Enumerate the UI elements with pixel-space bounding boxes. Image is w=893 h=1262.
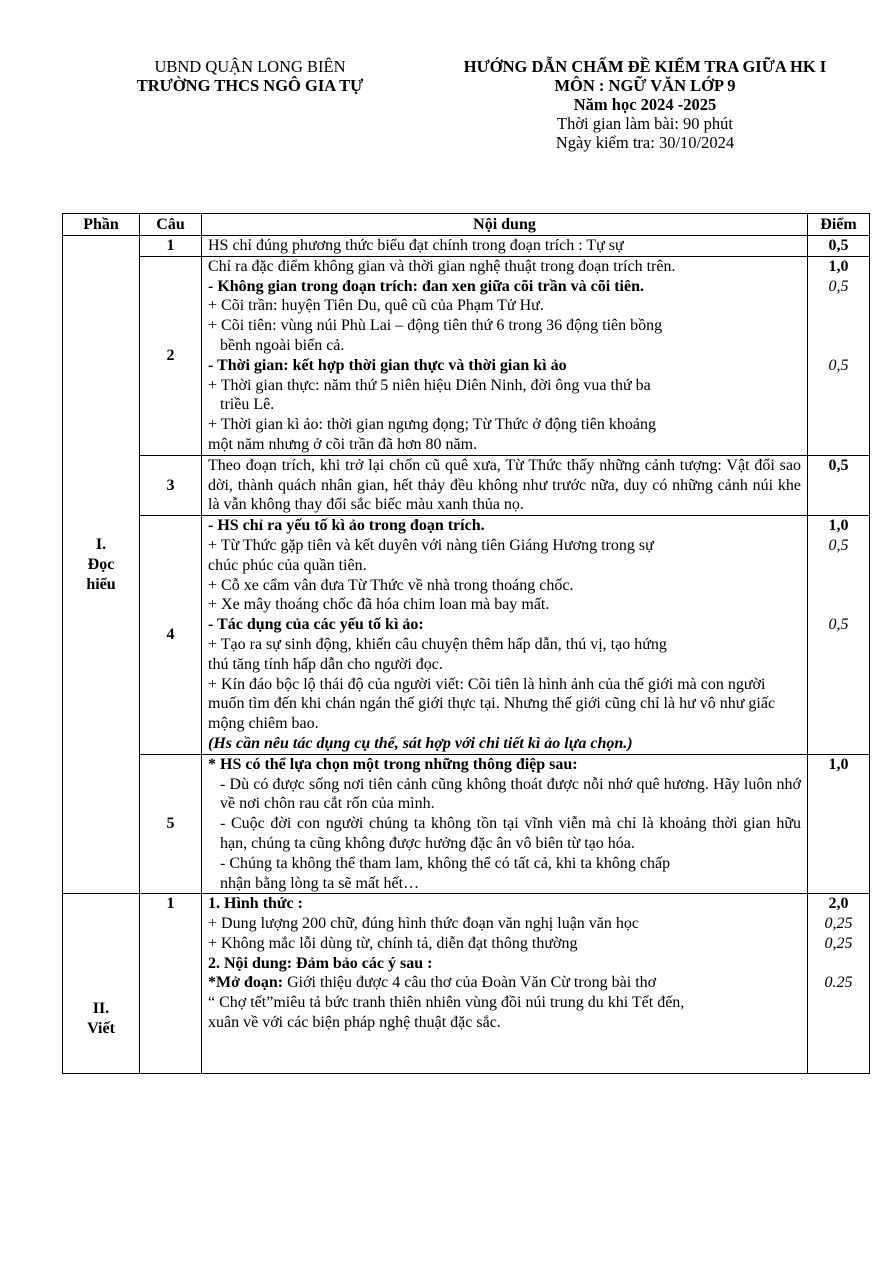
question-number: 5 <box>140 754 202 894</box>
table-row <box>63 754 870 894</box>
header-part: Phần <box>63 214 140 236</box>
answer-content: 1. Hình thức : + Dung lượng 200 chữ, đúng hình thức đoạn văn nghị luận văn học + Không mắc lỗi dùng từ, chính tả, diễn đạt thông thường 2. Nội dung: Đảm bảo các ý sau : *Mở đoạn: Giới thiệu được 4 câu thơ của Đoàn Văn Cừ trong bài thơ “ Chợ tết”miêu tả bức tranh thiên nhiên vùng đồi núi trung du khi Tết đến, xuân về với các biện pháp nghệ thuật đặc sắc. <box>202 894 808 1074</box>
section-writing: II. Viết <box>63 894 140 1074</box>
table-header-row <box>63 214 870 236</box>
score: 1,0 0,5 0,5 <box>808 516 870 755</box>
score: 0,5 <box>808 236 870 257</box>
answer-content: - HS chỉ ra yếu tố kì ảo trong đoạn trích. + Từ Thức gặp tiên và kết duyên với nàng tiên Giáng Hương trong sự chúc phúc của quần tiên. + Cỗ xe cẩm vân đưa Từ Thức về nhà trong thoáng chốc. + Xe mây thoáng chốc đã hóa chim loan mà bay mất. - Tác dụng của các yếu tố kì ảo: + Tạo ra sự sinh động, khiến câu chuyện thêm hấp dẫn, thú vị, tạo hứng thú tăng tính hấp dẫn cho người đọc. + Kín đáo bộc lộ thái độ của người viết: Cõi tiên là hình ảnh của thế giới mà con người muốn tìm đến khi chán ngán thế giới thực tại. Nhưng thế giới cũng chỉ là hư vô như giấc mộng chiêm bao. (Hs cần nêu tác dụng cụ thể, sát hợp với chi tiết kì ảo lựa chọn.) <box>202 516 808 755</box>
score: 0,5 <box>808 455 870 515</box>
table-row <box>63 256 870 455</box>
question-number: 1 <box>140 894 202 1074</box>
grading-table <box>62 213 870 1074</box>
district-name: UBND QUẬN LONG BIÊN <box>154 57 346 76</box>
answer-content: HS chỉ đúng phương thức biểu đạt chính trong đoạn trích : Tự sự <box>202 236 808 257</box>
school-name: TRƯỜNG THCS NGÔ GIA TỰ <box>136 76 364 95</box>
header-score: Điểm <box>808 214 870 236</box>
table-row <box>63 455 870 515</box>
exam-duration: Thời gian làm bài: 90 phút <box>557 114 733 133</box>
answer-content: Theo đoạn trích, khi trở lại chốn cũ quê xưa, Từ Thức thấy những cảnh tượng: Vật đổi sao dời, thành quách nhân gian, hết thảy đều không như trước nữa, duy có những cảnh núi khe là vẫn không thay đổi sắc biếc màu xanh thủa nọ. <box>202 455 808 515</box>
exam-date: Ngày kiểm tra: 30/10/2024 <box>555 133 735 152</box>
question-number: 3 <box>140 455 202 515</box>
score: 1,0 0,5 0,5 <box>808 256 870 455</box>
answer-content: * HS có thể lựa chọn một trong những thông điệp sau: - Dù có được sống nơi tiên cảnh cũng không thoát được nỗi nhớ quê hương. Hãy luôn nhớ về nơi chôn rau cắt rốn của mình. - Cuộc đời con người chúng ta không tồn tại vĩnh viễn mà chỉ là khoảng thời gian hữu hạn, chúng ta cũng không được hưởng đặc ân vô biên từ tạo hóa. - Chúng ta không thể tham lam, không thể có tất cả, khi ta không chấp nhận bằng lòng ta sẽ mất hết… <box>202 754 808 894</box>
table-row <box>63 894 870 1074</box>
question-number: 2 <box>140 256 202 455</box>
question-number: 4 <box>140 516 202 755</box>
document-header <box>400 57 890 152</box>
header-content: Nội dung <box>202 214 808 236</box>
question-number: 1 <box>140 236 202 257</box>
score: 1,0 <box>808 754 870 894</box>
header-question: Câu <box>140 214 202 236</box>
school-header <box>90 57 410 95</box>
subject: MÔN : NGỮ VĂN LỚP 9 <box>554 76 736 95</box>
document-title: HƯỚNG DẪN CHẤM ĐỀ KIỂM TRA GIỮA HK I <box>463 57 827 76</box>
school-year: Năm học 2024 -2025 <box>573 95 717 114</box>
answer-content: Chỉ ra đặc điểm không gian và thời gian nghệ thuật trong đoạn trích trên. - Không gian trong đoạn trích: đan xen giữa cõi trần và cõi tiên. + Cõi trần: huyện Tiên Du, quê cũ của Phạm Tử Hư. + Cõi tiên: vùng núi Phù Lai – động tiên thứ 6 trong 36 động tiên bồng bềnh ngoài biển cả. - Thời gian: kết hợp thời gian thực và thời gian kì ảo + Thời gian thực: năm thứ 5 niên hiệu Diên Ninh, đời ông vua thứ ba triều Lê. + Thời gian kì ảo: thời gian ngưng đọng; Từ Thức ở động tiên khoảng một năm nhưng ở cõi trần đã hơn 80 năm. <box>202 256 808 455</box>
table-row <box>63 236 870 257</box>
table-row <box>63 516 870 755</box>
score: 2,0 0,25 0,25 0.25 <box>808 894 870 1074</box>
section-reading: I. Đọc hiểu <box>63 236 140 894</box>
